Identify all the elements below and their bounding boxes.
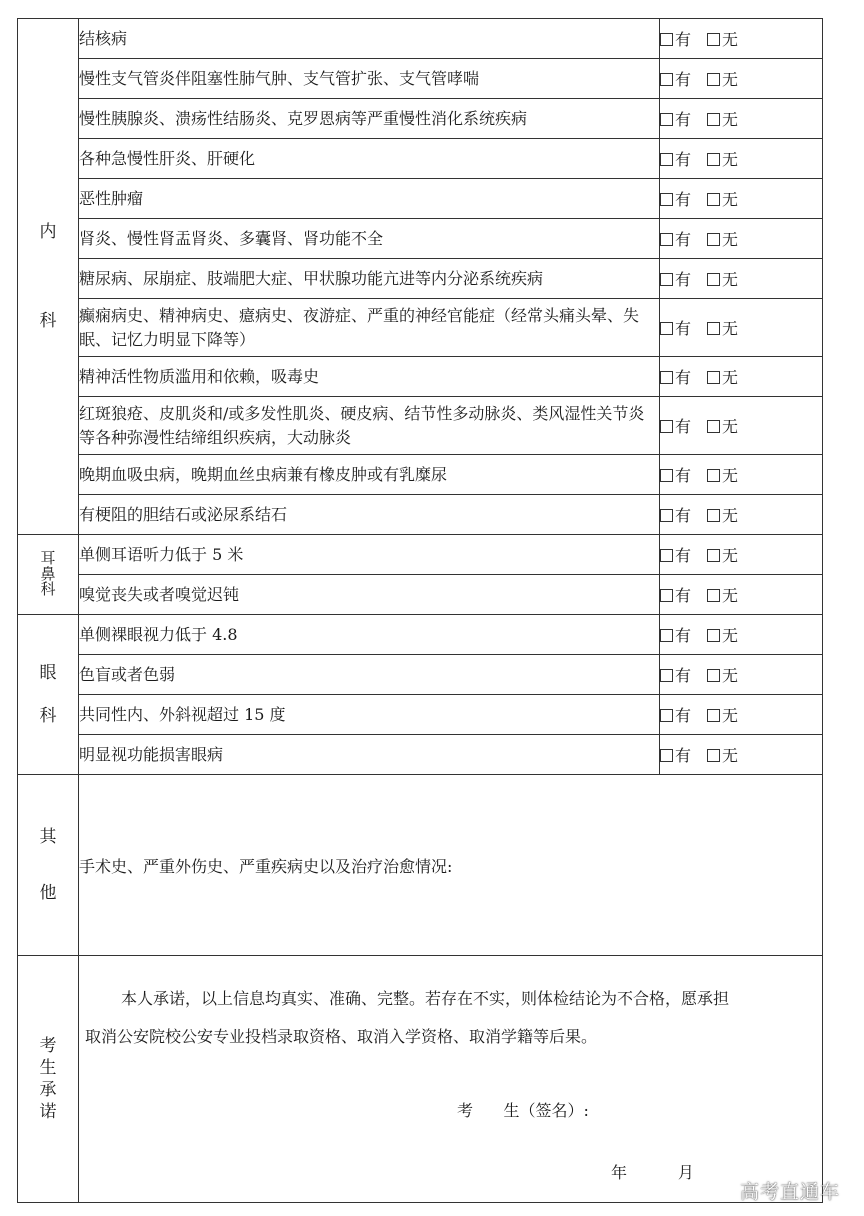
no-label: 无 [722, 466, 739, 485]
checkbox-square-icon[interactable] [707, 233, 720, 246]
yes-checkbox[interactable] [660, 270, 691, 289]
checklist-row [18, 219, 823, 259]
category-eye [18, 615, 79, 775]
yes-label: 有 [675, 546, 692, 565]
category-eye-char: 科 [39, 705, 57, 726]
category-ent [18, 535, 79, 615]
no-label: 无 [722, 506, 739, 525]
yes-no-options [660, 695, 823, 735]
checkbox-square-icon[interactable] [707, 749, 720, 762]
condition-label: 有梗阻的胆结石或泌尿系结石 [79, 495, 660, 535]
no-checkbox[interactable] [707, 417, 738, 436]
checklist-row [18, 19, 823, 59]
category-promise [18, 956, 79, 1203]
checklist-row [18, 735, 823, 775]
no-checkbox[interactable] [707, 466, 738, 485]
yes-checkbox[interactable] [660, 368, 691, 387]
yes-label: 有 [675, 706, 692, 725]
checkbox-square-icon[interactable] [660, 549, 673, 562]
checkbox-square-icon[interactable] [707, 371, 720, 384]
no-label: 无 [722, 626, 739, 645]
condition-label: 癫痫病史、精神病史、癔病史、夜游症、严重的神经官能症（经常头痛头晕、失眠、记忆力明显下降等） [79, 299, 660, 357]
yes-no-options [660, 59, 823, 99]
no-checkbox[interactable] [707, 30, 738, 49]
checkbox-square-icon[interactable] [707, 709, 720, 722]
checklist-row [18, 59, 823, 99]
yes-checkbox[interactable] [660, 70, 691, 89]
condition-label: 肾炎、慢性肾盂肾炎、多囊肾、肾功能不全 [79, 219, 660, 259]
condition-label: 红斑狼疮、皮肌炎和/或多发性肌炎、硬皮病、结节性多动脉炎、类风湿性关节炎等各种弥漫性结缔组织疾病，大动脉炎 [79, 397, 660, 455]
no-checkbox[interactable] [707, 626, 738, 645]
checklist-row [18, 397, 823, 455]
checkbox-square-icon[interactable] [660, 233, 673, 246]
category-promise-char: 考 [39, 1035, 57, 1056]
no-label: 无 [722, 190, 739, 209]
signature-label[interactable]: 考 生（签名）: [457, 1101, 589, 1120]
checklist-row [18, 695, 823, 735]
checkbox-square-icon[interactable] [707, 509, 720, 522]
no-checkbox[interactable] [707, 546, 738, 565]
checklist-row [18, 357, 823, 397]
no-label: 无 [722, 666, 739, 685]
yes-label: 有 [675, 150, 692, 169]
yes-checkbox[interactable] [660, 319, 691, 338]
no-checkbox[interactable] [707, 706, 738, 725]
yes-checkbox[interactable] [660, 746, 691, 765]
checkbox-square-icon[interactable] [660, 669, 673, 682]
checkbox-square-icon[interactable] [660, 322, 673, 335]
yes-no-options [660, 219, 823, 259]
yes-label: 有 [675, 270, 692, 289]
yes-no-options [660, 455, 823, 495]
category-ent-char: 科 [40, 580, 56, 599]
no-checkbox[interactable] [707, 190, 738, 209]
yes-no-options [660, 19, 823, 59]
yes-no-options [660, 259, 823, 299]
no-label: 无 [722, 70, 739, 89]
no-checkbox[interactable] [707, 230, 738, 249]
category-internal-char: 内 [39, 222, 57, 243]
condition-label: 色盲或者色弱 [79, 655, 660, 695]
checkbox-square-icon[interactable] [707, 153, 720, 166]
no-label: 无 [722, 319, 739, 338]
no-checkbox[interactable] [707, 586, 738, 605]
table-body [18, 19, 823, 1203]
yes-checkbox[interactable] [660, 230, 691, 249]
checkbox-square-icon[interactable] [660, 709, 673, 722]
yes-no-options [660, 615, 823, 655]
no-label: 无 [722, 417, 739, 436]
checkbox-square-icon[interactable] [660, 273, 673, 286]
condition-label: 慢性胰腺炎、溃疡性结肠炎、克罗恩病等严重慢性消化系统疾病 [79, 99, 660, 139]
yes-label: 有 [675, 368, 692, 387]
no-checkbox[interactable] [707, 319, 738, 338]
checkbox-square-icon[interactable] [660, 469, 673, 482]
yes-label: 有 [675, 626, 692, 645]
yes-no-options [660, 179, 823, 219]
checkbox-square-icon[interactable] [660, 420, 673, 433]
checkbox-square-icon[interactable] [660, 113, 673, 126]
checkbox-square-icon[interactable] [707, 420, 720, 433]
category-other-char: 其 [39, 826, 57, 847]
yes-no-options [660, 575, 823, 615]
checkbox-square-icon[interactable] [707, 193, 720, 206]
other-history-field[interactable] [79, 775, 823, 956]
yes-checkbox[interactable] [660, 626, 691, 645]
checkbox-square-icon[interactable] [660, 589, 673, 602]
yes-label: 有 [675, 417, 692, 436]
yes-checkbox[interactable] [660, 30, 691, 49]
category-promise-char: 生 [39, 1057, 57, 1078]
condition-label: 共同性内、外斜视超过 15 度 [79, 695, 660, 735]
promise-text [85, 980, 822, 1056]
condition-label: 单侧耳语听力低于 5 米 [79, 535, 660, 575]
yes-checkbox[interactable] [660, 466, 691, 485]
yes-no-options [660, 397, 823, 455]
yes-checkbox[interactable] [660, 417, 691, 436]
yes-label: 有 [675, 230, 692, 249]
no-label: 无 [722, 270, 739, 289]
condition-label: 糖尿病、尿崩症、肢端肥大症、甲状腺功能亢进等内分泌系统疾病 [79, 259, 660, 299]
no-checkbox[interactable] [707, 506, 738, 525]
condition-label: 慢性支气管炎伴阻塞性肺气肿、支气管扩张、支气管哮喘 [79, 59, 660, 99]
no-label: 无 [722, 586, 739, 605]
condition-label: 晚期血吸虫病，晚期血丝虫病兼有橡皮肿或有乳糜尿 [79, 455, 660, 495]
checkbox-square-icon[interactable] [707, 629, 720, 642]
no-label: 无 [722, 30, 739, 49]
yes-label: 有 [675, 466, 692, 485]
condition-label: 各种急慢性肝炎、肝硬化 [79, 139, 660, 179]
checkbox-square-icon[interactable] [707, 33, 720, 46]
condition-label: 恶性肿瘤 [79, 179, 660, 219]
condition-label: 明显视功能损害眼病 [79, 735, 660, 775]
yes-label: 有 [675, 746, 692, 765]
checkbox-square-icon[interactable] [660, 73, 673, 86]
checklist-row [18, 179, 823, 219]
condition-label: 精神活性物质滥用和依赖，吸毒史 [79, 357, 660, 397]
category-promise-char: 诺 [39, 1102, 57, 1123]
yes-label: 有 [675, 30, 692, 49]
other-row [18, 775, 823, 956]
checkbox-square-icon[interactable] [707, 549, 720, 562]
health-declaration-table [17, 18, 823, 1203]
yes-checkbox[interactable] [660, 190, 691, 209]
promise-cell [79, 956, 823, 1203]
category-other-char: 他 [39, 883, 57, 903]
category-other [18, 775, 79, 956]
yes-label: 有 [675, 586, 692, 605]
category-eye-char: 眼 [39, 663, 57, 684]
category-ent-char: 耳 [40, 548, 56, 567]
checklist-row [18, 259, 823, 299]
yes-no-options [660, 495, 823, 535]
yes-label: 有 [675, 190, 692, 209]
yes-no-options [660, 535, 823, 575]
checklist-row [18, 139, 823, 179]
no-label: 无 [722, 546, 739, 565]
no-checkbox[interactable] [707, 746, 738, 765]
checkbox-square-icon[interactable] [660, 509, 673, 522]
yes-checkbox[interactable] [660, 110, 691, 129]
yes-checkbox[interactable] [660, 706, 691, 725]
checkbox-square-icon[interactable] [707, 669, 720, 682]
yes-label: 有 [675, 319, 692, 338]
promise-row [18, 956, 823, 1203]
checkbox-square-icon[interactable] [707, 113, 720, 126]
no-label: 无 [722, 230, 739, 249]
no-checkbox[interactable] [707, 270, 738, 289]
promise-line-2: 取消公安院校公安专业投档录取资格、取消入学资格、取消学籍等后果。 [85, 1027, 598, 1046]
checkbox-square-icon[interactable] [660, 193, 673, 206]
no-checkbox[interactable] [707, 150, 738, 169]
yes-no-options [660, 655, 823, 695]
yes-no-options [660, 299, 823, 357]
checklist-row [18, 495, 823, 535]
checkbox-square-icon[interactable] [660, 33, 673, 46]
condition-label: 单侧裸眼视力低于 4.8 [79, 615, 660, 655]
checkbox-square-icon[interactable] [660, 371, 673, 384]
yes-checkbox[interactable] [660, 666, 691, 685]
yes-label: 有 [675, 666, 692, 685]
yes-no-options [660, 735, 823, 775]
other-history-prompt: 手术史、严重外伤史、严重疾病史以及治疗治愈情况: [79, 856, 453, 876]
category-internal-char: 科 [39, 310, 57, 331]
no-checkbox[interactable] [707, 110, 738, 129]
no-label: 无 [722, 706, 739, 725]
checkbox-square-icon[interactable] [707, 273, 720, 286]
watermark: 高考直通车 [739, 1181, 840, 1203]
yes-checkbox[interactable] [660, 506, 691, 525]
condition-label: 嗅觉丧失或者嗅觉迟钝 [79, 575, 660, 615]
checklist-row [18, 655, 823, 695]
yes-label: 有 [675, 506, 692, 525]
yes-label: 有 [675, 110, 692, 129]
no-checkbox[interactable] [707, 70, 738, 89]
yes-no-options [660, 99, 823, 139]
checkbox-square-icon[interactable] [660, 749, 673, 762]
checkbox-square-icon[interactable] [660, 153, 673, 166]
yes-no-options [660, 139, 823, 179]
yes-label: 有 [675, 70, 692, 89]
no-label: 无 [722, 110, 739, 129]
category-ent-char: 鼻 [40, 564, 56, 583]
checklist-row [18, 615, 823, 655]
condition-label: 结核病 [79, 19, 660, 59]
yes-no-options [660, 357, 823, 397]
no-label: 无 [722, 746, 739, 765]
no-label: 无 [722, 150, 739, 169]
yes-checkbox[interactable] [660, 586, 691, 605]
checklist-row [18, 455, 823, 495]
category-promise-char: 承 [39, 1080, 57, 1100]
checklist-row [18, 299, 823, 357]
yes-checkbox[interactable] [660, 150, 691, 169]
date-label[interactable]: 年 月 [611, 1163, 694, 1182]
checklist-row [18, 575, 823, 615]
checkbox-square-icon[interactable] [707, 469, 720, 482]
promise-line-1: 本人承诺，以上信息均真实、准确、完整。若存在不实，则体检结论为不合格，愿承担 [121, 989, 730, 1008]
checkbox-square-icon[interactable] [707, 589, 720, 602]
checklist-row [18, 535, 823, 575]
checkbox-square-icon[interactable] [707, 322, 720, 335]
no-label: 无 [722, 368, 739, 387]
category-internal [18, 19, 79, 535]
checklist-row [18, 99, 823, 139]
checkbox-square-icon[interactable] [660, 629, 673, 642]
no-checkbox[interactable] [707, 666, 738, 685]
yes-checkbox[interactable] [660, 546, 691, 565]
checkbox-square-icon[interactable] [707, 73, 720, 86]
no-checkbox[interactable] [707, 368, 738, 387]
